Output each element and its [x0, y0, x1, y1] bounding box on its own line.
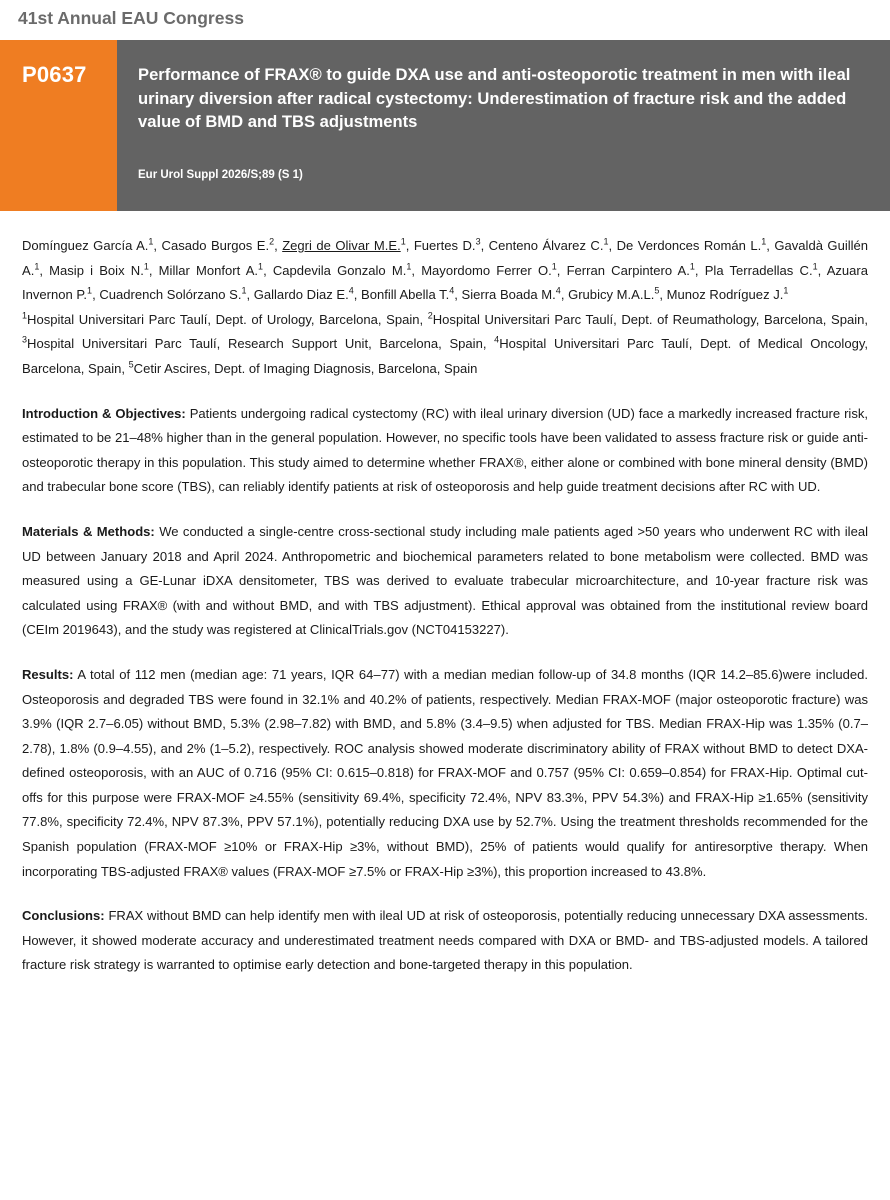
title-area: [117, 40, 890, 211]
author-name: Domínguez García A.: [22, 238, 149, 253]
affiliation-text: Hospital Universitari Parc Taulí, Dept. of Urology, Barcelona, Spain: [27, 311, 420, 327]
affiliation: [428, 312, 865, 327]
author-name: Gallardo Diaz E.: [253, 287, 349, 303]
author-affiliation-number: 1: [258, 261, 264, 272]
author-name: Mayordomo Ferrer O.: [421, 262, 552, 278]
author: [254, 287, 354, 302]
author-name: Gavaldà Guillén A.: [22, 238, 869, 278]
author-affiliation-number: 1: [143, 261, 149, 272]
author: [99, 287, 246, 302]
author-name: Sierra Boada M.: [461, 287, 556, 303]
author-name: Munoz Rodríguez J.: [666, 287, 784, 303]
abstract-header-banner: [0, 40, 890, 211]
methods-section: [22, 520, 868, 643]
conclusions-section: [22, 904, 868, 978]
author-affiliation-number: 2: [269, 236, 275, 247]
congress-title: 41st Annual EAU Congress: [18, 8, 244, 28]
section-text: A total of 112 men (median age: 71 years, IQR 64–77) with a median median follow-up of 34.8 months (IQR 14.2–85.6)were included. Osteoporosis and degraded TBS were found in 32.1% and 40.2% of patients, respectively. Median FRAX-MOF (major osteoporotic fracture) was 3.9% (IQR 2.7–6.05) without BMD, 5.3% (2.98–7.82) with BMD, and 5.8% (3.4–9.5) when adjusted for TBS. Median FRAX-Hip was 1.35% (0.7–2.78), 1.8% (0.9–4.55), and 2% (1–5.2), respectively. ROC analysis showed moderate discriminatory ability of FRAX without BMD to detect DXA-defined osteoporosis, with an AUC of 0.716 (95% CI: 0.615–0.818) for FRAX-MOF and 0.757 (95% CI: 0.659–0.854) for FRAX-Hip. Optimal cut-offs for this purpose were FRAX-MOF ≥4.55% (sensitivity 69.4%, specificity 72.4%, NPV 83.3%, PPV 54.3%) and FRAX-Hip ≥1.65% (sensitivity 77.8%, specificity 72.4%, NPV 87.3%, PPV 57.1%), potentially reducing DXA use by 52.7%. Using the treatment thresholds recommended for the Spanish population (FRAX-MOF ≥10% or FRAX-Hip ≥3%, without BMD), 25% of patients would qualify for antiresorptive therapy. When incorporating TBS-adjusted FRAX® values (FRAX-MOF ≥7.5% or FRAX-Hip ≥3%), this proportion increased to 43.8%.: [22, 666, 868, 879]
author-affiliation-number: 1: [551, 261, 557, 272]
author-affiliation-number: 4: [348, 285, 354, 296]
affiliation-text: Hospital Universitari Parc Taulí, Dept. of Reumathology, Barcelona, Spain: [432, 311, 865, 327]
affiliation-number: 3: [22, 335, 28, 346]
author: [22, 238, 153, 253]
abstract-code-box: [0, 40, 117, 211]
author-name: Masip i Boix N.: [49, 262, 144, 278]
author-affiliation-number: 4: [555, 285, 561, 296]
section-text: FRAX without BMD can help identify men with ileal UD at risk of osteoporosis, potentially reducing unnecessary DXA assessments. However, it showed moderate accuracy and underestimated treatment needs compared with DXA or BMD- and TBS-adjusted models. A tailored fracture risk strategy is warranted to optimise early detection and bone-targeted therapy in this population.: [22, 908, 869, 973]
section-text: Patients undergoing radical cystectomy (RC) with ileal urinary diversion (UD) face a markedly increased fracture risk, estimated to be 21–48% higher than in the general population. However, no specific tools have been validated to assess fracture risk or guide anti-osteoporotic therapy in this population. This study aimed to determine whether FRAX®, either alone or combined with bone mineral density (BMD) and trabecular bone score (TBS), can reliably identify patients at risk of osteoporosis and help guide treatment decisions after RC with UD.: [22, 405, 869, 495]
author: [159, 263, 263, 278]
author: [49, 263, 149, 278]
author: [568, 287, 659, 302]
author: [361, 287, 454, 302]
author-affiliation-number: 1: [761, 236, 767, 247]
author-name: Grubicy M.A.L.: [568, 287, 655, 303]
author-affiliation-number: 1: [87, 285, 93, 296]
author-name: Millar Monfort A.: [158, 262, 259, 278]
author-name: De Verdonces Román L.: [616, 238, 762, 253]
affiliation: [129, 361, 478, 376]
section-label: Materials & Methods:: [22, 523, 155, 539]
affiliation-number: 1: [22, 310, 28, 321]
abstract-title: Performance of FRAX® to guide DXA use and anti-osteoporotic treatment in men with ileal urinary diversion after radical cystectomy: Underestimation of fracture risk and the added value of BMD and TBS adjustments: [138, 65, 851, 131]
abstract-body: [22, 234, 868, 978]
section-text: We conducted a single-centre cross-sectional study including male patients aged >50 years who underwent RC with ileal UD between January 2018 and April 2024. Anthropometric and biochemical parameters related to bone metabolism were collected. BMD was measured using a GE-Lunar iDXA densitometer, TBS was derived to evaluate trabecular microarchitecture, and 10-year fracture risk was calculated using FRAX® (with and without BMD, and with TBS adjustment). Ethical approval was obtained from the institutional review board (CEIm 2019643), and the study was registered at ClinicalTrials.gov (NCT04153227).: [22, 523, 868, 638]
results-section: [22, 663, 868, 884]
affiliation: [22, 312, 419, 327]
abstract-code: P0637: [22, 62, 87, 87]
affiliation-text: Hospital Universitari Parc Taulí, Research Support Unit, Barcelona, Spain: [27, 336, 483, 352]
author-affiliation-number: 1: [406, 261, 412, 272]
author-name: Centeno Álvarez C.: [488, 238, 604, 253]
author-affiliation-number: 1: [689, 261, 695, 272]
author-affiliation-number: 1: [783, 285, 789, 296]
author-affiliation-number: 4: [449, 285, 455, 296]
section-label: Introduction & Objectives:: [22, 405, 186, 421]
author-name: Fuertes D.: [413, 238, 476, 253]
author-name: Bonfill Abella T.: [361, 287, 450, 303]
author: [705, 263, 818, 278]
author-affiliation-number: 1: [241, 285, 247, 296]
affiliation-list: $^1$Hospital Universitari Parc Taulí, Dept. of Urology, Barcelona, Spain, $^2$Hospital Universitari Parc Taulí, Dept. of Reumathology, Barcelona, Spain, $^3$Hospital Universitari Parc Taulí, Research Support Unit, Barcelona, Spain, $^4$Hospital Universitari Parc Taulí, Dept. of Medical Oncology, Barcelona, Spain, $^5$Cetir Ascires, Dept. of Imaging Diagnosis, Barcelona, Spain: [22, 310, 869, 376]
introduction-section: [22, 402, 868, 500]
author-name: Casado Burgos E.: [161, 238, 270, 253]
author-affiliation-number: 1: [603, 236, 609, 247]
author-affiliation-number: 1: [812, 261, 818, 272]
author-affiliation-number: 1: [34, 261, 40, 272]
affiliation-number: 5: [128, 359, 134, 370]
author: [617, 238, 767, 253]
author-name: Capdevila Gonzalo M.: [272, 262, 407, 278]
author: [282, 238, 406, 253]
author-name: Zegri de Olivar M.E.: [282, 238, 401, 253]
section-label: Results:: [22, 666, 74, 682]
author: [414, 238, 481, 253]
author-name: Cuadrench Solórzano S.: [99, 287, 242, 303]
author: [421, 263, 557, 278]
author: [273, 263, 412, 278]
author-name: Pla Terradellas C.: [704, 262, 813, 278]
author-list: Domínguez García A.$^1$, Casado Burgos E.$^2$, Zegri de Olivar M.E.$^1$, Fuertes D.$^3$, Centeno Álvarez C.$^1$, De Verdonces Román L.$^1$, Gavaldà Guillén A.$^1$, Masip i Boix N.$^1$, Millar Monfort A.$^1$, Capdevila Gonzalo M.$^1$, Mayordomo Ferrer O.$^1$, Ferran Carpintero A.$^1$, Pla Terradellas C.$^1$, Azuara Invernon P.$^1$, Cuadrench Solórzano S.$^1$, Gallardo Diaz E.$^4$, Bonfill Abella T.$^4$, Sierra Boada M.$^4$, Grubicy M.A.L.$^5$, Munoz Rodríguez J.$^1$: [22, 236, 869, 303]
affiliation-text: Cetir Ascires, Dept. of Imaging Diagnosis, Barcelona, Spain: [133, 360, 478, 376]
author: [462, 287, 561, 302]
affiliation-number: 4: [494, 335, 500, 346]
author-affiliation-number: 1: [148, 236, 154, 247]
affiliation: [22, 336, 483, 351]
author: [489, 238, 609, 253]
author-affiliation-number: 3: [475, 236, 481, 247]
journal-citation: Eur Urol Suppl 2026/S;89 (S 1): [138, 168, 303, 181]
affiliation-text: Hospital Universitari Parc Taulí, Dept. of Medical Oncology, Barcelona, Spain: [22, 336, 869, 376]
author-affiliation-number: 5: [654, 285, 660, 296]
author: [162, 238, 275, 253]
author: [567, 263, 695, 278]
author-name: Ferran Carpintero A.: [566, 262, 690, 278]
author-name: Azuara Invernon P.: [22, 262, 869, 303]
author-affiliation-number: 1: [400, 236, 406, 247]
author: [667, 287, 789, 302]
section-label: Conclusions:: [22, 908, 105, 924]
affiliation-number: 2: [427, 310, 433, 321]
